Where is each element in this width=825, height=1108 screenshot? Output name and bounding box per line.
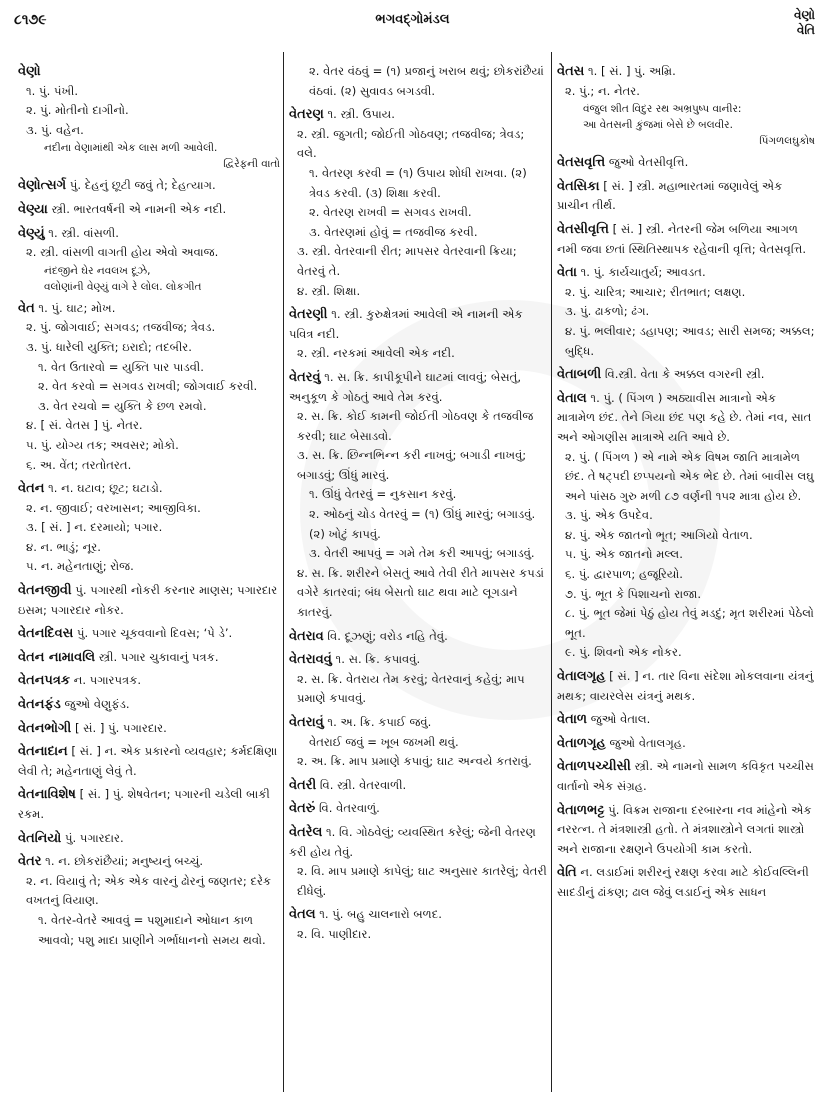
entry-line	[557, 863, 815, 902]
entry-line	[557, 667, 815, 706]
definition: ૧. પું. બહુ ચાલનારો બળદ.	[319, 907, 442, 922]
page-header	[0, 0, 825, 50]
dictionary-entry	[557, 220, 815, 259]
definition: ન. પગારપત્રક.	[73, 673, 142, 688]
entry-line	[289, 799, 547, 819]
headword: વેતનદિવસ	[18, 626, 74, 642]
definition: ૧. ન. ઘટાવ; છૂટ; ઘટાડો.	[48, 481, 163, 496]
column-divider	[551, 52, 552, 1092]
dictionary-entry	[18, 648, 280, 668]
sense-line: ૩. પું. એક ઉપદેવ.	[565, 508, 653, 523]
idiom-line: વેતરાઈ જવું = ખૂબ જખમી થવું.	[309, 734, 459, 749]
headword: વેતરાવું	[289, 715, 324, 730]
headword: વેતરાવ	[289, 628, 324, 644]
headword: વેતા	[557, 265, 577, 281]
dictionary-entry	[557, 389, 815, 663]
definition: ૧. સ. ક્રિ. કપાવવું.	[335, 652, 421, 667]
entry-line	[557, 177, 815, 216]
sense-line: ૨. સ્ત્રી. વાંસળી વાગતી હોય એવો અવાજ.	[26, 245, 219, 260]
column-2	[289, 62, 547, 949]
headword: વેતાળગૃહ	[557, 735, 606, 751]
dictionary-entry	[18, 200, 280, 220]
headword: વેતરવું	[289, 369, 321, 385]
idiom-line: ૧. વેતર-વેતરે આવવું = પશુમાદાને ઓધાન કાળ આવવો; પશુ માદા પ્રાણીને ગર્ભાધાનનો સમય થવો.	[38, 912, 266, 947]
idiom-line: ૩. વેતરણમાં હોવું = તજવીજ કરવી.	[309, 224, 478, 239]
definition: પું. પગાર ચૂકવવાનો દિવસ; ‘પે ડે’.	[76, 626, 233, 641]
entry-line	[18, 224, 280, 244]
headword: વેતાલગૃહ	[557, 669, 606, 685]
definition: વિ. દૂઝણું; વરોડ નહિ તેવું.	[327, 628, 448, 643]
entry-line	[18, 479, 280, 499]
entry-line	[18, 176, 280, 196]
headword: વેતનભોગી	[18, 720, 72, 736]
headword: વેતસીવૃત્તિ	[557, 221, 609, 237]
guide-word-last: વેતિ	[796, 23, 815, 37]
sense-line: ૪. પું. ભલીવાર; ડહાપણ; આવડ; સારી સમજ; અક્કલ; બુદ્ધિ.	[565, 323, 815, 358]
quotation: નંદજીને ઘેર નવલખ દૂઝે,	[44, 264, 151, 277]
dictionary-entry	[289, 650, 547, 709]
sense-line: ૨. પું. ચારિત્ર; આચાર; રીતભાત; લક્ષણ.	[565, 284, 746, 299]
definition: ૧. [ સં. ] પું. અમ્રિ.	[587, 64, 676, 78]
entry-line	[18, 200, 280, 220]
quotation: વંજુલ શીત વિદુર રથ અભ્રપુષ્પ વાનીર:	[583, 103, 742, 116]
dictionary-entry	[18, 299, 280, 475]
definition: જુઓ વેણુફંડ.	[64, 697, 130, 712]
entry-line	[557, 263, 815, 283]
entry-line	[18, 785, 280, 824]
headword: વેતન નામાવલિ	[18, 649, 96, 665]
quotation: આ વેતસની કુંજમાં બેસે છે બલવીર.	[583, 119, 733, 132]
headword: વેતલ	[289, 907, 316, 923]
dictionary-entry	[18, 671, 280, 691]
headword: વેતાળપચ્ચીસી	[557, 759, 631, 775]
sense-line: ૬. પું. દ્વારપાળ; હજૂરિયો.	[565, 567, 683, 582]
dictionary-entry	[18, 785, 280, 824]
dictionary-entry	[289, 799, 547, 819]
headword: વેતાળભટ્ટ	[557, 802, 605, 818]
headword: વેણો	[18, 64, 41, 79]
definition: [ સં. ] ન. તાર વિના સંદેશા મોકલવાના યંત્રનું મથક; વાયરલેસ યંત્રનું મથક.	[557, 669, 814, 703]
definition: જુઓ વેતાલ.	[590, 712, 651, 727]
headword: વેતનપત્રક	[18, 673, 71, 689]
dictionary-entry	[289, 368, 547, 623]
dictionary-entry	[18, 479, 280, 577]
definition: [ સં. ] ન. એક પ્રકારનો વ્યવહાર; કર્મદક્ષિણા લેવી તે; મહેનતાણું લેવું તે.	[18, 744, 278, 778]
sense-line: ૩. પું. વહેન.	[26, 122, 84, 137]
idiom-line: ૨. વેતર વંઠવું = (૧) પ્રજાનું ખરાબ થવું; છોકરાંછૈયાં વંઠવાં. (૨) સુવાવડ બગડવી.	[309, 64, 544, 98]
headword: વેણોત્સર્ગ	[18, 178, 67, 194]
idiom-line: ૩. વેત રચવો = યુક્તિ કે છળ રમવો.	[38, 398, 207, 413]
headword: વેતિ	[557, 865, 577, 881]
definition: વિ. વેતરવાળું.	[318, 801, 380, 816]
sense-line: ૨. પું. મોતીનો દાગીનો.	[26, 103, 129, 118]
dictionary-entry	[289, 713, 547, 772]
sense-line: ૨. વિ. માપ પ્રમાણે કાપેલું; ઘાટ અનુસાર કાતરેલું; વેતરી દીધેલું.	[297, 864, 547, 898]
entry-line	[18, 852, 280, 872]
entry-line	[18, 671, 280, 691]
headword: વેતનફંડ	[18, 697, 61, 713]
headword: વેતરી	[289, 777, 317, 793]
headword: વેતસિકા	[557, 178, 600, 194]
sense-line: ૧. પું. પંખી.	[26, 83, 79, 98]
sense-line: ૪. સ. ક્રિ. શરીરને બેસતું આવે તેવી રીતે માપસર કપડાં વગેરે કાતરવાં; બંધ બેસતો ઘાટ થવા માટે લૂગડાને કાતરવું.	[297, 565, 544, 620]
headword: વેણ્યું	[18, 225, 45, 241]
definition: જુઓ વેતસીવૃત્તિ.	[608, 155, 689, 170]
dictionary-entry	[557, 710, 815, 730]
definition: [ સં. ] પું. શેષવેતન; પગારની ચડેલી બાકી રકમ.	[18, 787, 270, 821]
entry-line	[557, 153, 815, 173]
dictionary-entry	[18, 176, 280, 196]
guide-words	[794, 8, 815, 38]
entry-line	[18, 695, 280, 715]
dictionary-entry	[557, 863, 815, 902]
dictionary-entry	[289, 776, 547, 796]
entry-line	[289, 368, 547, 407]
sense-line: ૨. પું. જોગવાઈ; સગવડ; તજવીજ; ત્રેવડ.	[26, 320, 216, 335]
sense-line: ૨. ન. વિયાવું તે; એક એક વારનું ઢોરનું જણતર; દરેક વખતનું વિયાણ.	[26, 873, 272, 908]
entry-line	[289, 823, 547, 862]
dictionary-entry	[557, 153, 815, 173]
entry-line	[18, 581, 280, 620]
headword: વેતનાદાન	[18, 744, 68, 760]
sense-line: ૨. સ. ક્રિ. વેતરાય તેમ કરવું; વેતરવાનું કહેવું; માપ પ્રમાણે કપાવવું.	[297, 671, 525, 706]
definition: પું. પગારદાર.	[64, 830, 124, 845]
dictionary-entry	[18, 829, 280, 849]
entry-line	[557, 757, 815, 796]
headword: વેતનિયો	[18, 830, 62, 846]
idiom-line: ૨. ઓઠનું ચોડ વેતરવું = (૧) ઊંધું મારવું; બગાડવું. (૨) ખોટું કાપવું.	[309, 507, 536, 541]
entry-line	[557, 710, 815, 730]
sense-line: ૨. સ્ત્રી. જુગતી; જોઈતી ગોઠવણ; તજવીજ; ત્રેવડ; વલે.	[297, 126, 525, 161]
dictionary-entry	[18, 719, 280, 739]
entry-line	[289, 776, 547, 796]
headword: વેતરેલ	[289, 824, 323, 840]
definition: જુઓ વેતાલગૃહ.	[609, 735, 686, 750]
sense-line: ૩. પું. ધારેલી યુક્તિ; ઇરાદો; તદબીર.	[26, 339, 192, 354]
entry-line	[18, 299, 280, 319]
sense-line: ૫. ન. મહેનતાણું; રોજ.	[26, 559, 134, 574]
headword: વેતન	[18, 481, 45, 497]
sense-line: ૬. અ. વેંત; તરતોતરત.	[26, 457, 132, 472]
headword: વેતસવૃત્તિ	[557, 155, 606, 171]
guide-word-first: વેણો	[794, 8, 815, 22]
quote-source: પિંગળલઘુકોષ	[759, 135, 815, 148]
dictionary-entry	[557, 801, 815, 860]
definition: વિ.સ્ત્રી. વેતા કે અક્કલ વગરની સ્ત્રી.	[604, 367, 765, 382]
sense-line: ૨. સ. ક્રિ. કોઈ કામની જોઈતી ગોઠવણ કે તજવીજ કરવી; ઘાટ બેસાડવો.	[297, 409, 534, 443]
headword: વેતસ	[557, 64, 585, 79]
dictionary-entry	[289, 105, 547, 301]
sense-line: ૮. પું. ભૂત જેમાં પેઠું હોય તેવું મડદું; મૃત શરીરમાં પેઠેલો ભૂત.	[565, 606, 814, 640]
sense-line: ૩. પું. ઢાકળો; ઢંગ.	[565, 304, 650, 319]
headword: વેતાલ	[557, 390, 587, 406]
definition: ૧. સ્ત્રી. ઉપાય.	[327, 107, 395, 122]
dictionary-entry	[557, 365, 815, 385]
definition: [ સં. ] પું. પગારદાર.	[74, 720, 167, 735]
headword: વેતરાવવું	[289, 652, 332, 668]
definition: ૧. પું. કાર્યચાતુર્ય; આવડત.	[580, 265, 706, 280]
definition: ૧. વિ. ગોઠવેલું; વ્યવસ્થિત કરેલું; જેની વેતરણ કરી હોય તેવું.	[289, 824, 536, 859]
dictionary-entry	[557, 177, 815, 216]
definition: ન. લડાઈમાં શરીરનું રક્ષણ કરવા માટે કોઈવલ્લિની સાદડીનું ઢાંકણ; ઢાલ જેવું લડાઈનું એક સાધન	[557, 865, 809, 899]
entry-line	[557, 389, 815, 448]
headword: વેતરણી	[289, 307, 328, 323]
definition: સ્ત્રી. પગાર ચુકાવાનું પત્રક.	[98, 649, 219, 664]
headword: વેત	[18, 300, 35, 316]
definition: ૧. સ્ત્રી. વાંસળી.	[48, 225, 119, 240]
sense-line: ૭. પું. ભૂત કે પિશાચનો રાજા.	[565, 586, 702, 601]
sense-line: ૨. પું.; ન. નેતર.	[565, 83, 640, 98]
headword: વેતરણ	[289, 107, 324, 123]
definition: ૧. પું. ઘાટ; મોખ.	[38, 300, 116, 315]
sense-line: ૫. પું. યોગ્ય તક; અવસર; મોકો.	[26, 437, 179, 452]
entry-line	[557, 734, 815, 754]
sense-line: ૪. [ સં. વેતસ ] પું. નેતર.	[26, 418, 143, 433]
sense-line: ૪. પું. એક જાતનો ભૂત; આગિયો વેતાળ.	[565, 527, 753, 542]
definition: વિ. સ્ત્રી. વેતરવાળી.	[319, 777, 407, 792]
definition: ૧. પું. ( પિંગળ ) અઠ્યાવીસ માત્રાનો એક માત્રામેળ છંદ. તેને ગિયા છંદ પણ કહે છે. તેમાં નવ, સાત અને ઓગણીસ માત્રાએ યતિ આવે છે.	[557, 390, 812, 444]
dictionary-entry	[557, 757, 815, 796]
definition: ૧. સ્ત્રી. કુરુક્ષેત્રમાં આવેલી એ નામની એક પવિત્ર નદી.	[289, 307, 523, 341]
dictionary-entry	[18, 581, 280, 620]
dictionary-entry	[557, 667, 815, 706]
idiom-line: ૨. વેતરણ રાખવી = સગવડ રાખવી.	[309, 205, 472, 220]
entry-line	[18, 742, 280, 781]
definition: પું. પગારથી નોકરી કરનાર માણસ; પગારદાર ઇસમ; પગારદાર નોકર.	[18, 583, 278, 617]
headword: વેતર	[18, 854, 42, 870]
dictionary-entry	[18, 224, 280, 295]
sense-line: ૨. સ્ત્રી. નરકમાં આવેલી એક નદી.	[297, 346, 455, 361]
dictionary-entry	[557, 62, 815, 149]
sense-line: ૯. પું. શિવનો એક નોકર.	[565, 645, 682, 660]
dictionary-entry	[18, 62, 280, 172]
entry-line	[18, 624, 280, 644]
headword: વેતાબળી	[557, 367, 602, 383]
definition: [ સં. ] સ્ત્રી. મહાભારતમાં જણાવેલું એક પ્રાચીન તીર્થ.	[557, 178, 783, 213]
entry-line	[289, 713, 547, 733]
definition: પું. દેહનું છૂટી જવું તે; દેહત્યાગ.	[69, 178, 216, 193]
idiom-line: ૧. ઊંધું વેતરવું = નુકસાન કરવું.	[309, 487, 457, 502]
sense-line: ૨. અ. ક્રિ. માપ પ્રમાણે કપાવું; ઘાટ અન્વયે કતરાવું.	[297, 754, 532, 769]
dictionary-entry	[289, 62, 547, 101]
quotation: નદીના વેણામાંથી એક લાસ મળી આવેલી.	[44, 142, 218, 155]
entry-line	[557, 220, 815, 259]
dictionary-entry	[557, 734, 815, 754]
definition: પું. વિક્રમ રાજાના દરબારના નવ માંહેનો એક નરરત્ન. તે મંત્રશાસ્ત્રી હતો. તે મંત્રશાસ્ત્રોને લગતાં શાસ્ત્રો અને રાજાના રક્ષણને ઉપયોગી કામ કરતો.	[557, 802, 812, 856]
idiom-line: ૨. વેત કરવો = સગવડ રાખવી; જોગવાઈ કરવી.	[38, 379, 258, 394]
sense-line: ૩. સ. ક્રિ. છિન્નભિન્ન કરી નાખવું; બગાડી નાખવું; બગાડવું; ઊંધું મારવું.	[297, 448, 527, 482]
page-number: ૮૧૭૯	[14, 12, 47, 28]
entry-line	[18, 648, 280, 668]
quotation: વલોણાંની વેણ્યું વાગે રે લોલ. લોકગીત	[44, 280, 202, 293]
entry-line	[289, 627, 547, 647]
sense-line: ૨. પું. ( પિંગળ ) એ નામે એક વિષમ જાતિ માત્રામેળ છંદ. તે ષટ્પદી છપ્પયનો એક ભેદ છે. તેમાં બાવીસ લઘુ અને પાંસઠ ગુરુ મળી ૮૭ વર્ણની ૧૫૨ માત્રા હોય છે.	[565, 449, 814, 503]
headword: વેતરું	[289, 801, 316, 817]
entry-line	[289, 105, 547, 125]
column-divider	[283, 52, 284, 1092]
entry-line	[557, 62, 815, 82]
entry-line	[289, 305, 547, 344]
column-3	[557, 62, 815, 907]
headword: વેતાળ	[557, 712, 588, 728]
definition: ૧. અ. ક્રિ. કપાઈ જવું.	[327, 715, 432, 729]
dictionary-entry	[289, 905, 547, 944]
entry-line	[18, 719, 280, 739]
dictionary-entry	[289, 823, 547, 901]
sense-line: ૪. ન. ભાડું; નૂર.	[26, 539, 101, 554]
idiom-line: ૩. વેતરી આપવું = ગમે તેમ કરી આપવું; બગાડવું.	[309, 546, 535, 561]
dictionary-entry	[557, 263, 815, 361]
quote-source: દ્વિરેફની વાતો	[223, 158, 280, 171]
definition: સ્ત્રી. એ નામનો સામળ કવિકૃત પચ્ચીસ વાર્તાનો એક સંગ્રહ.	[557, 759, 814, 793]
sense-line: ૪. સ્ત્રી. શિક્ષા.	[297, 283, 361, 298]
sense-line: ૩. સ્ત્રી. વેતરવાની રીત; માપસર વેતરવાની ક્રિયા; વેતરવું તે.	[297, 244, 517, 278]
column-1	[18, 62, 280, 954]
page-title: ભગવદ્ગોમંડલ	[375, 12, 450, 27]
dictionary-entry	[18, 742, 280, 781]
dictionary-entry	[289, 305, 547, 364]
headword: વેણ્યા	[18, 201, 48, 217]
definition: ૧. સ. ક્રિ. કાપીકૂપીને ઘાટમાં લાવવું; બેસતું, અનુકૂળ કે ગોઠતું આવે તેમ કરવું.	[289, 369, 522, 404]
dictionary-entry	[18, 624, 280, 644]
headword: વેતનાવિશેષ	[18, 787, 76, 803]
entry-line	[289, 905, 547, 925]
headword: વેતનજીવી	[18, 583, 72, 599]
definition: [ સં. ] સ્ત્રી. નેતરની જેમ બળિયા આગળ નમી જવા છતાં સ્થિતિસ્થાપક રહેવાની વૃત્તિ; વેતસવૃત્તિ.	[557, 221, 807, 256]
idiom-line: ૧. વેતરણ કરવી = (૧) ઉપાય શોધી રાખવા. (૨) ત્રેવડ કરવી. (૩) શિક્ષા કરવી.	[309, 165, 527, 200]
definition: ૧. ન. છોકરાંછૈયાં; મનુષ્યનું બચ્ચું.	[45, 854, 204, 869]
idiom-line: ૧. વેત ઉતારવો = યુક્તિ પાર પાડવી.	[38, 359, 204, 374]
dictionary-entry	[289, 627, 547, 647]
sense-line: ૨. ન. જીવાઈ; વરખાસન; આજીવિકા.	[26, 500, 201, 515]
definition: સ્ત્રી. ભારતવર્ષની એ નામની એક નદી.	[51, 201, 227, 216]
sense-line: ૩. [ સં. ] ન. દરમાયો; પગાર.	[26, 520, 163, 535]
entry-line	[557, 365, 815, 385]
entry-line	[289, 650, 547, 670]
entry-line	[18, 829, 280, 849]
sense-line: ૫. પું. એક જાતનો મલ્લ.	[565, 547, 683, 562]
dictionary-entry	[18, 852, 280, 950]
dictionary-entry	[18, 695, 280, 715]
entry-line	[557, 801, 815, 860]
sense-line: ૨. વિ. પાણીદાર.	[297, 926, 372, 941]
